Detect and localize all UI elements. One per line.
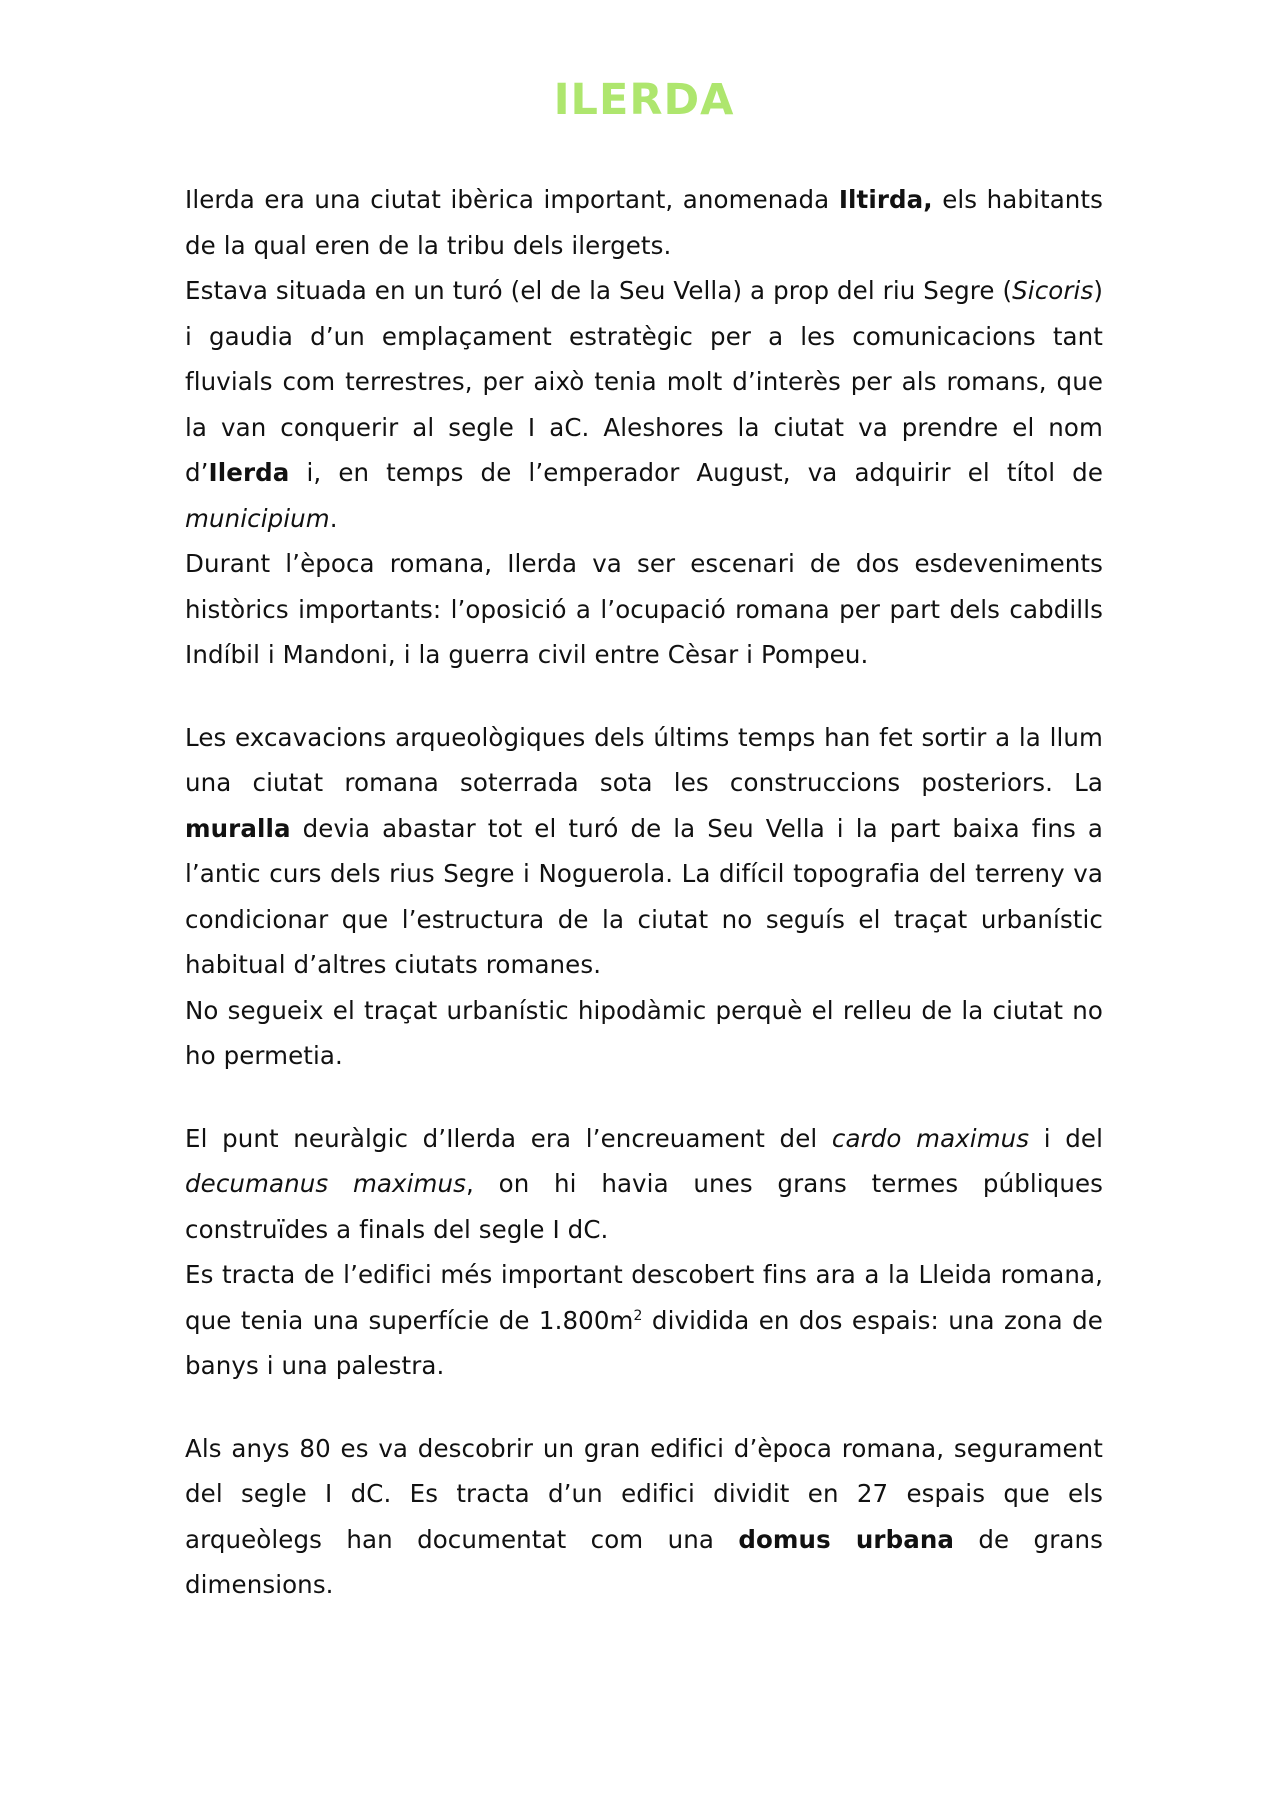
- section-gap: [185, 1389, 1103, 1426]
- italic-term-cardo-maximus: cardo maximus: [831, 1123, 1030, 1153]
- paragraph-iltirda: [185, 177, 1103, 268]
- text-run: els habitants de la qual eren de la tribu dels ilergets.: [185, 185, 1104, 260]
- italic-term-decumanus-maximus: decumanus maximus: [185, 1169, 466, 1198]
- text-run: El punt neuràlgic d’Ilerda era l’encreuament del: [185, 1123, 832, 1153]
- paragraph-roman-era: [185, 541, 1103, 678]
- paragraph-domus: [185, 1426, 1103, 1608]
- bold-term-ilerda: Ilerda: [208, 458, 290, 487]
- bold-term-muralla: muralla: [185, 813, 291, 843]
- superscript-squared: 2: [633, 1307, 643, 1324]
- paragraph-baths: [185, 1116, 1103, 1253]
- document-page: [185, 70, 1103, 1608]
- section-gap: [185, 1079, 1103, 1116]
- paragraph-urban-layout: [185, 988, 1103, 1079]
- text-run: dividida en dos espais: una zona de banys i una palestra.: [185, 1305, 1103, 1380]
- text-run: No segueix el traçat urbanístic hipodàmic perquè el relleu de la ciutat no ho permetia.: [185, 995, 1103, 1070]
- text-run: , on hi havia unes grans termes públiques construïdes a finals del segle I dC.: [185, 1169, 1103, 1244]
- bold-term-domus-urbana: domus urbana: [738, 1524, 955, 1554]
- text-run: devia abastar tot el turó de la Seu Vella i la part baixa fins a l’antic curs dels rius Segre i Noguerola. La difícil topografia del terreny va condicionar que l’estructura de la ciutat no seguís el traçat urbanístic habitual d’altres ciutats romanes.: [185, 813, 1103, 979]
- text-run: Estava situada en un turó (el de la Seu Vella) a prop del riu Segre (: [185, 276, 1013, 305]
- text-run: Als anys 80 es va descobrir un gran edifici d’època romana, segurament del segle I dC. Es tracta d’un edifici dividit en 27 espais que els arqueòlegs han documentat com una: [185, 1433, 1103, 1554]
- text-run: ) i gaudia d’un emplaçament estratègic per a les comunicacions tant fluvials com terrestres, per això tenia molt d’interès per als romans, que la van conquerir al segle I aC. Aleshores la ciutat va prendre el nom d’: [185, 276, 1103, 487]
- italic-term-municipium: municipium: [185, 503, 330, 533]
- text-run: .: [329, 503, 338, 533]
- page-title: ILERDA: [553, 75, 735, 125]
- paragraph-location: [185, 268, 1103, 541]
- text-run: de grans dimensions.: [185, 1524, 1103, 1599]
- text-run: i del: [1029, 1123, 1103, 1153]
- bold-term-iltirda: Iltirda,: [838, 185, 933, 214]
- italic-term-sicoris: Sicoris: [1012, 276, 1094, 305]
- text-run: Durant l’època romana, Ilerda va ser escenari de dos esdeveniments històrics importants: l’oposició a l’ocupació romana per part dels cabdills Indíbil i Mandoni, i la guerra civil entre Cèsar i Pompeu.: [185, 549, 1103, 669]
- text-run: Es tracta de l’edifici més important descobert fins ara a la Lleida romana, que tenia una superfície de 1.800m: [185, 1260, 1103, 1335]
- text-run: Ilerda era una ciutat ibèrica important, anomenada: [185, 185, 839, 214]
- text-run: i, en temps de l’emperador August, va adquirir el títol de: [289, 458, 1103, 487]
- section-gap: [185, 678, 1103, 715]
- paragraph-building: [185, 1252, 1103, 1389]
- paragraph-excavations: [185, 715, 1103, 988]
- text-run: Les excavacions arqueològiques dels últims temps han fet sortir a la llum una ciutat romana soterrada sota les construccions posteriors. La: [185, 722, 1103, 797]
